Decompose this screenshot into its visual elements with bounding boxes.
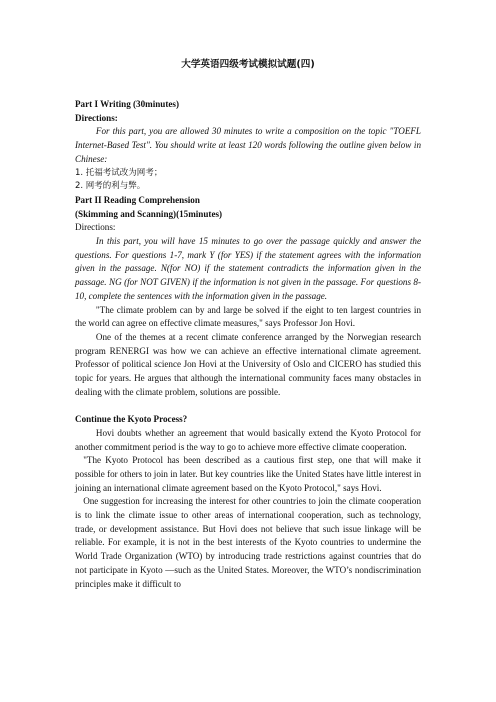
- part2-directions-label: Directions:: [75, 222, 116, 233]
- section-subheading: Continue the Kyoto Process?: [75, 414, 188, 425]
- passage-paragraph: "The climate problem can by and large be solved if the eight to ten largest countries in the world can agree on effective climate measures," says Professor Jon Hovi.: [75, 304, 421, 329]
- passage-paragraph: One suggestion for increasing the interest for other countries to join the climate cooperation is to link the climate issue to other areas of international cooperation, such as technology, trade, or development assistance. But Hovi does not believe that such issue linkage will be reliable. For example, it is not in the best interests of the Kyoto countries to undermine the World Trade Organization (WTO) by introducing trade restrictions against countries that do not participate in Kyoto —such as the United States. Moreover, the WTO’s nondiscrimination principles make it difficult to: [75, 496, 421, 589]
- spacer: [75, 399, 421, 413]
- part1-directions-label: Directions:: [75, 112, 118, 123]
- part2-heading: Part II Reading Comprehension: [75, 194, 200, 205]
- passage-paragraph: Hovi doubts whether an agreement that would basically extend the Kyoto Protocol for another commitment period is the way to go to achieve more effective climate cooperation.: [75, 427, 421, 452]
- part1-directions-text: For this part, you are allowed 30 minutes to write a composition on the topic "TOEFL Internet-Based Test". You should write at least 120 words following the outline given below in Chinese:: [75, 126, 421, 164]
- passage-paragraph: "The Kyoto Protocol has been described as a cautious first step, one that will make it possible for others to join in later. But key countries like the United States have little interest in joining an international climate agreement based on the Kyoto Protocol," says Hovi.: [75, 455, 421, 493]
- part2-directions-text: In this part, you will have 15 minutes to go over the passage quickly and answer the questions. For questions 1-7, mark Y (for YES) if the statement agrees with the information given in the passage. N(for NO) if the statement contradicts the information given in the passage. NG (for NOT GIVEN) if the information is not given in the passage. For questions 8-10, complete the sentences with the information given in the passage.: [75, 236, 421, 301]
- part1-heading: Part I Writing (30minutes): [75, 99, 179, 109]
- part2-heading-sub: (Skimming and Scanning)(15minutes): [75, 208, 223, 219]
- outline-item: 2. 网考的利与弊。: [75, 181, 146, 192]
- document-body: [75, 98, 421, 591]
- outline-item: 1. 托福考试改为网考；: [75, 167, 163, 178]
- passage-paragraph: One of the themes at a recent climate conference arranged by the Norwegian research program RENERGI was how we can achieve an effective international climate agreement. Professor of political science Jon Hovi at the University of Oslo and CICERO has studied this topic for years. He argues that although the international community faces many obstacles in dealing with the climate problem, solutions are possible.: [75, 331, 421, 397]
- page-title: 大学英语四级考试模拟试题(四): [181, 59, 315, 70]
